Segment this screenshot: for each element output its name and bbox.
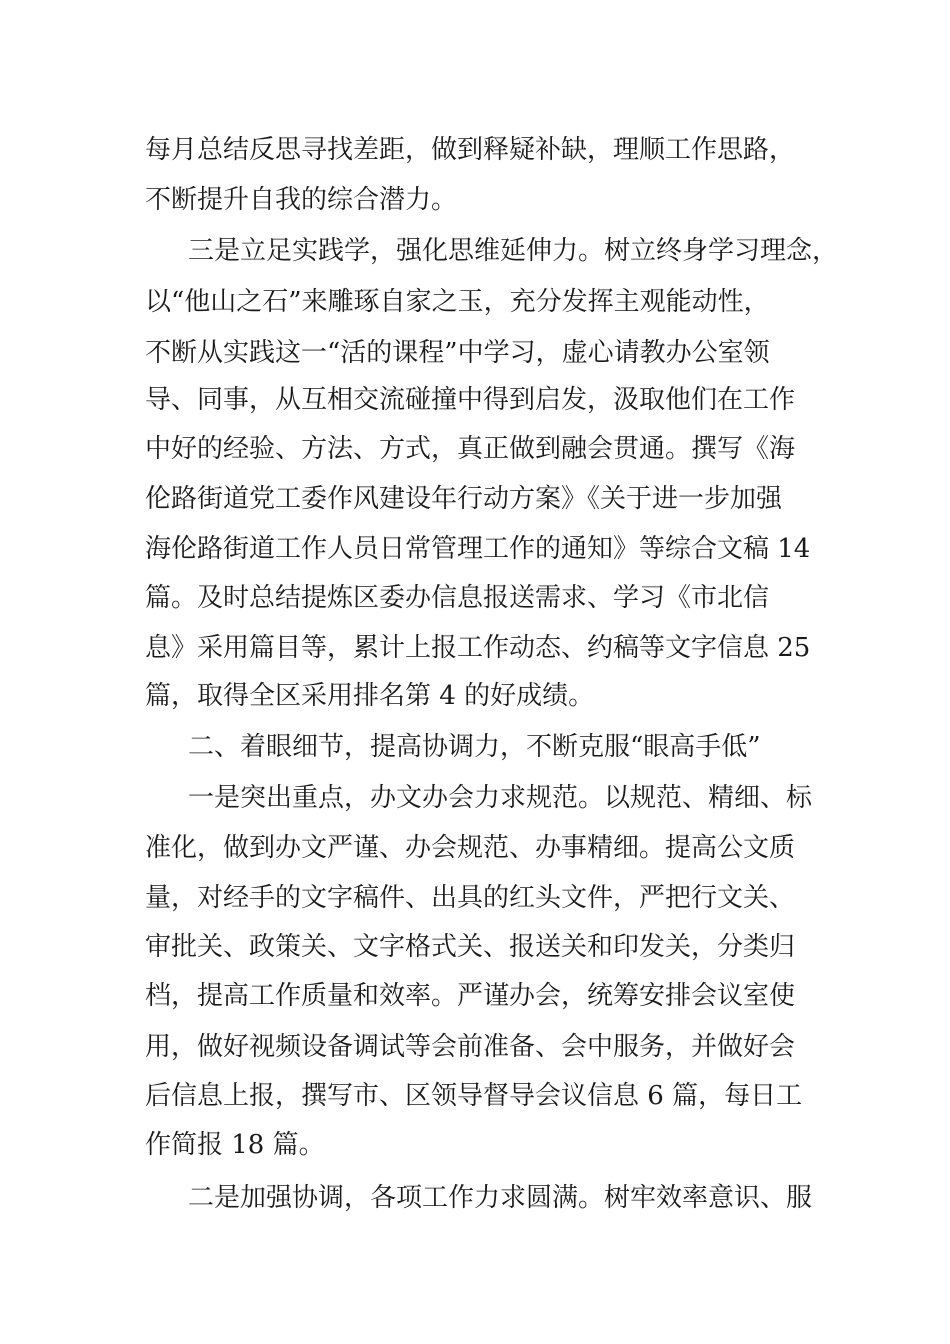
- section-heading: 二、着眼细节，提高协调力，不断克服“眼高手低”: [188, 732, 761, 762]
- text-line: 后信息上报，撰写市、区领导督导会议信息 6 篇，每日工: [145, 1081, 803, 1111]
- text-line: 伦路街道党工委作风建设年行动方案》《关于进一步加强: [145, 484, 783, 514]
- text-line: 篇，取得全区采用排名第 4 的好成绩。: [145, 681, 595, 711]
- text-line: 不断从实践这一“活的课程”中学习，虚心请教办公室领: [145, 338, 770, 368]
- text-line: 三是立足实践学，强化思维延伸力。树立终身学习理念，: [188, 236, 839, 266]
- text-line: 息》采用篇目等，累计上报工作动态、约稿等文字信息 25: [145, 633, 811, 663]
- text-line: 二是加强协调，各项工作力求圆满。树牢效率意识、服: [188, 1183, 813, 1213]
- text-line: 每月总结反思寻找差距，做到释疑补缺，理顺工作思路，: [145, 135, 796, 165]
- text-line: 量，对经手的文字稿件、出具的红头文件，严把行文关、: [145, 883, 796, 913]
- text-line: 篇。及时总结提炼区委办信息报送需求、学习《市北信: [145, 583, 770, 613]
- text-line: 海伦路街道工作人员日常管理工作的通知》等综合文稿 14: [145, 534, 811, 564]
- text-line: 档，提高工作质量和效率。严谨办会，统筹安排会议室使: [145, 981, 796, 1011]
- text-line: 中好的经验、方法、方式，真正做到融会贯通。撰写《海: [145, 434, 796, 464]
- text-line: 准化，做到办文严谨、办会规范、办事精细。提高公文质: [145, 833, 796, 863]
- text-line: 用，做好视频设备调试等会前准备、会中服务，并做好会: [145, 1032, 796, 1062]
- text-line: 以“他山之石”来雕琢自家之玉，充分发挥主观能动性，: [145, 287, 770, 317]
- text-line: 一是突出重点，办文办会力求规范。以规范、精细、标: [188, 783, 813, 813]
- text-line: 审批关、政策关、文字格式关、报送关和印发关，分类归: [145, 932, 796, 962]
- text-line: 作简报 18 篇。: [145, 1130, 325, 1160]
- text-line: 导、同事，从互相交流碰撞中得到启发，汲取他们在工作: [145, 385, 796, 415]
- text-line: 不断提升自我的综合潜力。: [145, 185, 458, 215]
